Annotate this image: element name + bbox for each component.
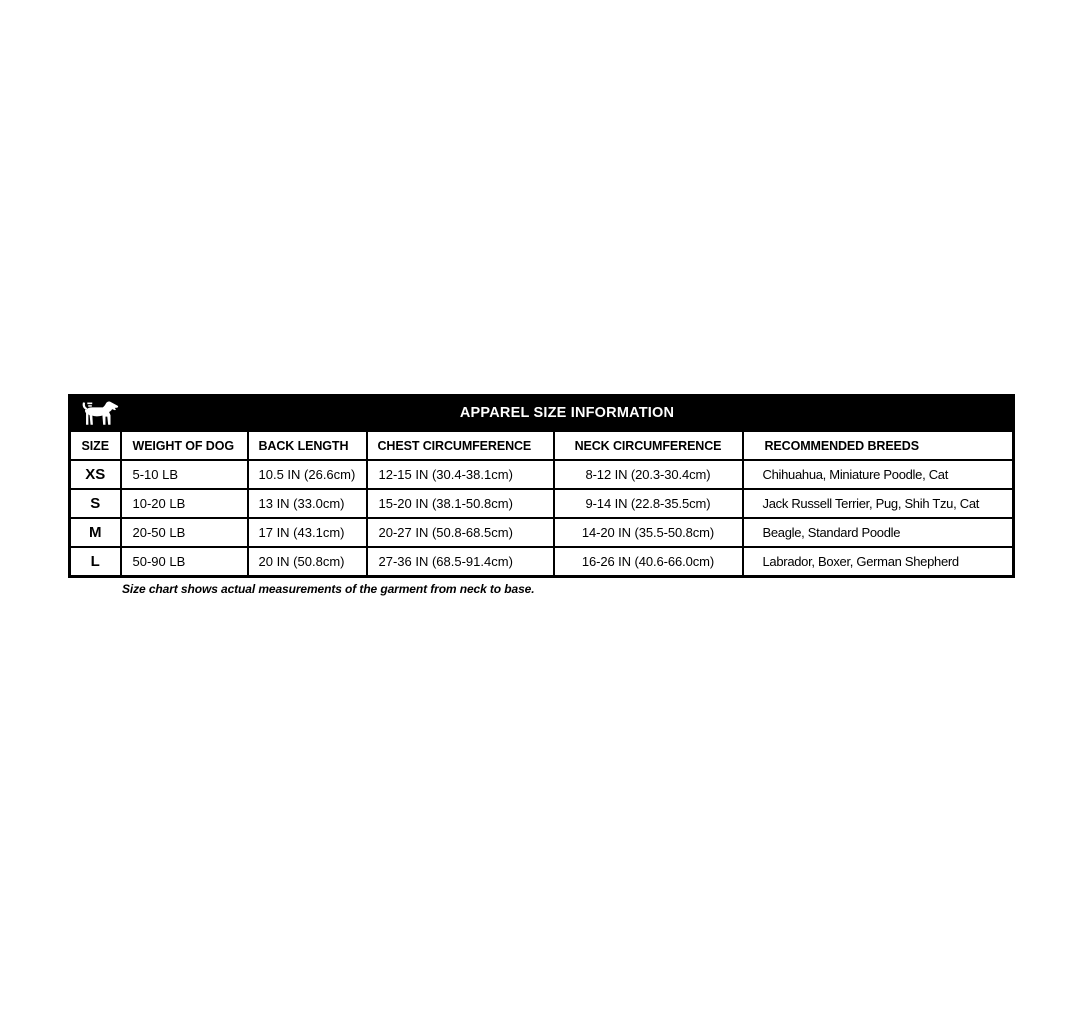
- chest-cell: 15-20 IN (38.1-50.8cm): [367, 489, 554, 518]
- weight-cell: 20-50 LB: [121, 518, 248, 547]
- chart-title: APPAREL SIZE INFORMATION: [459, 405, 675, 421]
- chest-cell: 20-27 IN (50.8-68.5cm): [367, 518, 554, 547]
- back-length-cell: 17 IN (43.1cm): [248, 518, 367, 547]
- apparel-size-table: [68, 394, 1015, 578]
- back-length-cell: 13 IN (33.0cm): [248, 489, 367, 518]
- size-chart-footnote: Size chart shows actual measurements of the garment from neck to base.: [122, 581, 535, 596]
- neck-cell: 14-20 IN (35.5-50.8cm): [554, 518, 743, 547]
- column-header-back-length: BACK LENGTH: [248, 431, 367, 460]
- back-length-cell: 20 IN (50.8cm): [248, 547, 367, 576]
- weight-cell: 50-90 LB: [121, 547, 248, 576]
- size-cell: XS: [70, 460, 121, 489]
- title-bar-cell: [70, 396, 1014, 432]
- table-row-s: [70, 489, 1014, 518]
- apparel-size-chart: [68, 394, 1012, 596]
- column-header-weight: WEIGHT OF DOG: [121, 431, 248, 460]
- dog-silhouette-icon: [78, 400, 120, 427]
- back-length-cell: 10.5 IN (26.6cm): [248, 460, 367, 489]
- neck-cell: 8-12 IN (20.3-30.4cm): [554, 460, 743, 489]
- weight-cell: 5-10 LB: [121, 460, 248, 489]
- title-bar: [70, 396, 1014, 432]
- column-header-size: SIZE: [70, 431, 121, 460]
- breeds-cell: Jack Russell Terrier, Pug, Shih Tzu, Cat: [743, 489, 1014, 518]
- neck-cell: 16-26 IN (40.6-66.0cm): [554, 547, 743, 576]
- column-header-row: [70, 431, 1014, 460]
- table-row-m: [70, 518, 1014, 547]
- weight-cell: 10-20 LB: [121, 489, 248, 518]
- size-cell: S: [70, 489, 121, 518]
- chest-cell: 27-36 IN (68.5-91.4cm): [367, 547, 554, 576]
- column-header-neck: NECK CIRCUMFERENCE: [554, 431, 743, 460]
- breeds-cell: Chihuahua, Miniature Poodle, Cat: [743, 460, 1014, 489]
- table-row-xs: [70, 460, 1014, 489]
- chest-cell: 12-15 IN (30.4-38.1cm): [367, 460, 554, 489]
- table-row-l: [70, 547, 1014, 576]
- breeds-cell: Beagle, Standard Poodle: [743, 518, 1014, 547]
- column-header-chest: CHEST CIRCUMFERENCE: [367, 431, 554, 460]
- size-cell: L: [70, 547, 121, 576]
- neck-cell: 9-14 IN (22.8-35.5cm): [554, 489, 743, 518]
- column-header-breeds: RECOMMENDED BREEDS: [743, 431, 1014, 460]
- breeds-cell: Labrador, Boxer, German Shepherd: [743, 547, 1014, 576]
- size-cell: M: [70, 518, 121, 547]
